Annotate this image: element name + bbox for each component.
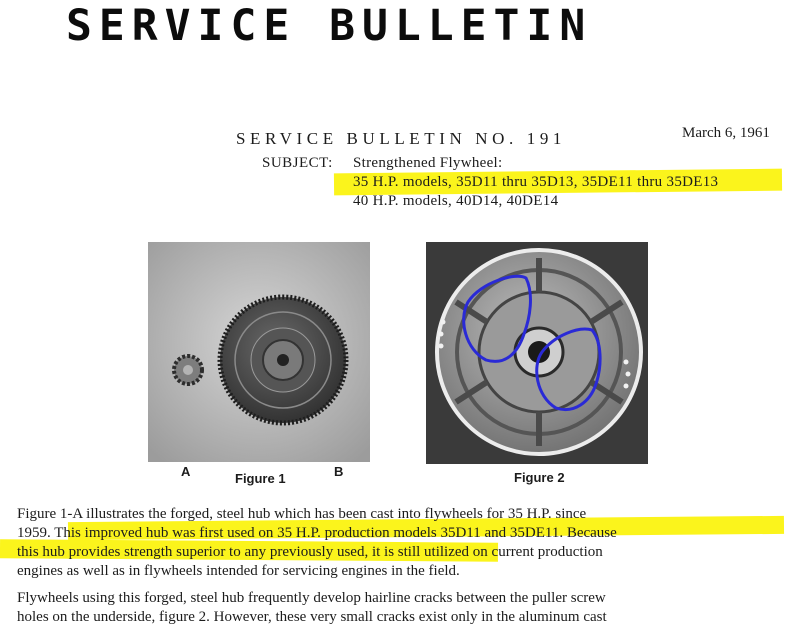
figure-1-label-b: B <box>334 464 344 479</box>
body-line-3: this hub provides strength superior to any previously used, it is still utilized on current production <box>17 544 603 560</box>
subject-line-1: Strengthened Flywheel: <box>353 155 503 171</box>
bulletin-date: March 6, 1961 <box>682 125 770 141</box>
figure-1-caption: Figure 1 <box>235 471 286 486</box>
body-line-4: engines as well as in flywheels intended for servicing engines in the field. <box>17 563 460 579</box>
subject-label: SUBJECT: <box>262 155 333 171</box>
subject-line-2: 35 H.P. models, 35D11 thru 35D13, 35DE11 thru 35DE13 <box>353 174 719 190</box>
figure-1-photo <box>148 242 370 462</box>
body-line-1: Figure 1-A illustrates the forged, steel hub which has been cast into flywheels for 35 H.P. since <box>17 506 587 522</box>
body-line-6: holes on the underside, figure 2. However, these very small cracks exist only in the aluminum cast <box>17 609 607 625</box>
masthead-title: SERVICE BULLETIN <box>66 1 593 51</box>
bulletin-number: SERVICE BULLETIN NO. 191 <box>236 129 567 148</box>
body-line-5: Flywheels using this forged, steel hub frequently develop hairline cracks between the puller screw <box>17 590 606 606</box>
figure-2-photo <box>426 242 648 464</box>
subject-line-3: 40 H.P. models, 40D14, 40DE14 <box>353 193 559 209</box>
body-line-2: 1959. This improved hub was first used on 35 H.P. production models 35D11 and 35DE11. Because <box>17 525 617 541</box>
figure-2-caption: Figure 2 <box>514 470 565 485</box>
figure-1-label-a: A <box>181 464 191 479</box>
